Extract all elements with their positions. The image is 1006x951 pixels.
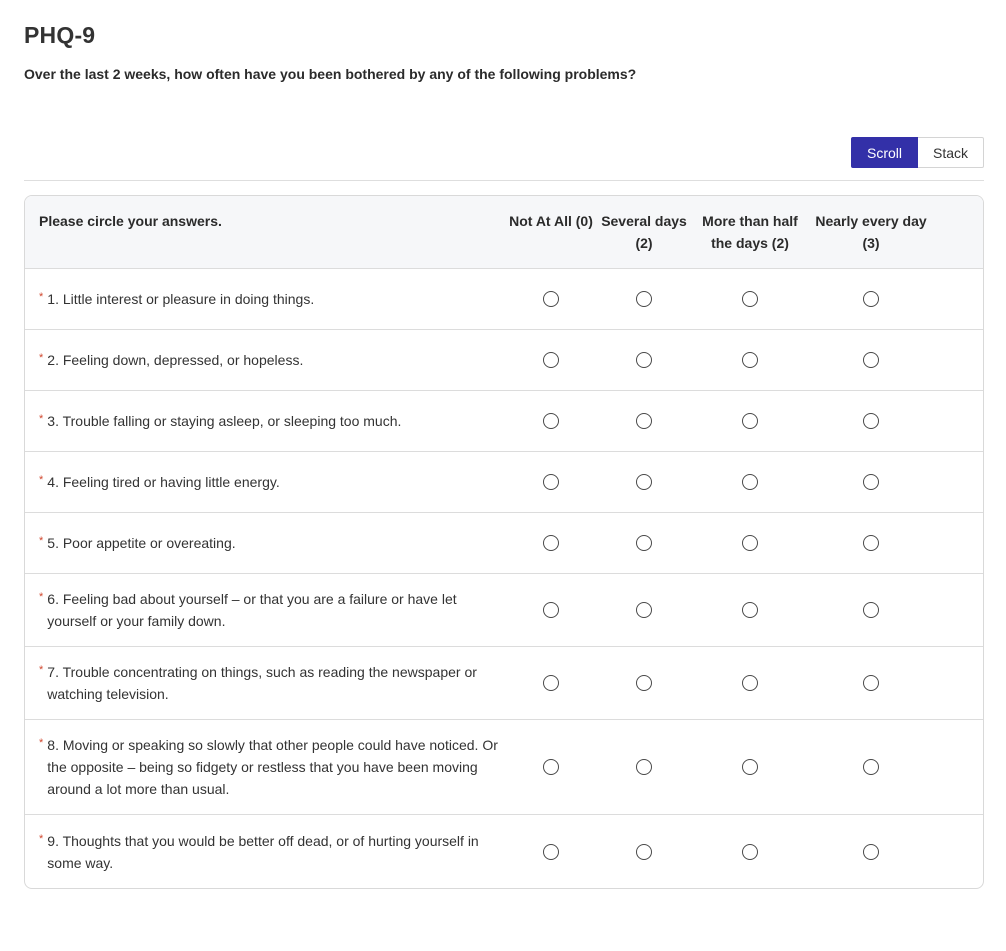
answer-radio[interactable] bbox=[636, 844, 652, 860]
question-rows bbox=[25, 269, 983, 888]
answer-cell bbox=[691, 574, 809, 646]
scroll-view-button[interactable]: Scroll bbox=[851, 137, 918, 168]
column-header: Not At All (0) bbox=[509, 213, 593, 229]
stack-view-button[interactable]: Stack bbox=[918, 137, 984, 168]
answer-radio[interactable] bbox=[863, 413, 879, 429]
answer-cell bbox=[597, 330, 691, 390]
required-marker: * bbox=[39, 352, 44, 364]
answer-radio[interactable] bbox=[863, 352, 879, 368]
question-row bbox=[25, 647, 983, 720]
answer-cell bbox=[691, 720, 809, 814]
answer-radio[interactable] bbox=[636, 535, 652, 551]
question-cell bbox=[25, 391, 505, 451]
question-cell bbox=[25, 330, 505, 390]
question-row bbox=[25, 452, 983, 513]
answer-radio[interactable] bbox=[742, 474, 758, 490]
answer-radio[interactable] bbox=[543, 844, 559, 860]
answer-radio[interactable] bbox=[863, 602, 879, 618]
question-row bbox=[25, 815, 983, 888]
answer-radio[interactable] bbox=[636, 474, 652, 490]
question-text: 9. Thoughts that you would be better off dead, or of hurting yourself in some way. bbox=[47, 832, 479, 871]
question-row bbox=[25, 574, 983, 647]
answer-radio[interactable] bbox=[742, 602, 758, 618]
question-cell bbox=[25, 513, 505, 573]
answer-radio[interactable] bbox=[742, 535, 758, 551]
answer-radio[interactable] bbox=[863, 844, 879, 860]
question-label bbox=[39, 661, 501, 705]
answer-cell bbox=[809, 815, 933, 888]
required-marker: * bbox=[39, 535, 44, 547]
question-text: 1. Little interest or pleasure in doing things. bbox=[47, 291, 315, 307]
required-marker: * bbox=[39, 474, 44, 486]
required-marker: * bbox=[39, 413, 44, 425]
answer-radio[interactable] bbox=[636, 759, 652, 775]
answer-radio[interactable] bbox=[742, 413, 758, 429]
question-text: 7. Trouble concentrating on things, such as reading the newspaper or watching television. bbox=[47, 664, 477, 702]
question-cell bbox=[25, 815, 505, 888]
answer-cell bbox=[597, 720, 691, 814]
answer-radio[interactable] bbox=[742, 675, 758, 691]
answer-cell bbox=[809, 647, 933, 719]
column-header: Several days (2) bbox=[601, 213, 687, 251]
required-marker: * bbox=[39, 664, 44, 676]
answer-radio[interactable] bbox=[543, 535, 559, 551]
column-header: Nearly every day (3) bbox=[815, 213, 927, 251]
answer-cell bbox=[809, 391, 933, 451]
answer-cell bbox=[809, 720, 933, 814]
question-label bbox=[39, 288, 314, 310]
answer-radio[interactable] bbox=[636, 413, 652, 429]
answer-cell bbox=[691, 391, 809, 451]
answer-cell bbox=[809, 513, 933, 573]
question-label bbox=[39, 410, 401, 432]
answer-radio[interactable] bbox=[863, 759, 879, 775]
answer-cell bbox=[809, 330, 933, 390]
required-marker: * bbox=[39, 832, 44, 845]
answer-cell bbox=[505, 513, 597, 573]
question-row bbox=[25, 391, 983, 452]
answer-cell bbox=[597, 391, 691, 451]
answer-cell bbox=[597, 452, 691, 512]
question-label bbox=[39, 830, 501, 874]
question-row bbox=[25, 513, 983, 574]
answer-cell bbox=[691, 330, 809, 390]
answer-radio[interactable] bbox=[543, 291, 559, 307]
required-marker: * bbox=[39, 291, 44, 303]
instruction-label: Please circle your answers. bbox=[39, 213, 222, 229]
answer-radio[interactable] bbox=[742, 844, 758, 860]
question-row bbox=[25, 269, 983, 330]
question-text: 2. Feeling down, depressed, or hopeless. bbox=[47, 352, 304, 368]
question-label bbox=[39, 471, 280, 493]
answer-cell bbox=[597, 647, 691, 719]
answer-cell bbox=[691, 513, 809, 573]
question-row bbox=[25, 720, 983, 815]
answer-radio[interactable] bbox=[742, 759, 758, 775]
answer-radio[interactable] bbox=[863, 291, 879, 307]
answer-radio[interactable] bbox=[742, 352, 758, 368]
answer-radio[interactable] bbox=[543, 474, 559, 490]
divider bbox=[24, 180, 984, 181]
question-cell bbox=[25, 269, 505, 329]
question-cell bbox=[25, 574, 505, 646]
column-header: More than half the days (2) bbox=[702, 213, 798, 251]
question-text: 8. Moving or speaking so slowly that other people could have noticed. Or the opposite – being so fidgety or restless that you have been moving around a lot more than usual. bbox=[47, 737, 498, 797]
question-label bbox=[39, 532, 236, 554]
view-toggle bbox=[851, 137, 984, 168]
question-label bbox=[39, 734, 501, 800]
question-text: 4. Feeling tired or having little energy. bbox=[47, 474, 280, 490]
answer-radio[interactable] bbox=[543, 352, 559, 368]
answer-cell bbox=[597, 513, 691, 573]
answer-cell bbox=[691, 647, 809, 719]
answer-cell bbox=[505, 452, 597, 512]
answer-cell bbox=[809, 574, 933, 646]
question-text: 6. Feeling bad about yourself – or that you are a failure or have let yourself or your family down. bbox=[47, 591, 457, 629]
answer-cell bbox=[505, 647, 597, 719]
answer-radio[interactable] bbox=[636, 291, 652, 307]
question-cell bbox=[25, 720, 505, 814]
question-label bbox=[39, 349, 303, 371]
answer-cell bbox=[691, 452, 809, 512]
answer-radio[interactable] bbox=[543, 602, 559, 618]
answer-cell bbox=[505, 391, 597, 451]
answer-cell bbox=[597, 574, 691, 646]
table-header bbox=[25, 196, 983, 269]
question-cell bbox=[25, 647, 505, 719]
answer-radio[interactable] bbox=[742, 291, 758, 307]
answer-cell bbox=[505, 815, 597, 888]
required-marker: * bbox=[39, 737, 44, 749]
answer-radio[interactable] bbox=[863, 675, 879, 691]
answer-radio[interactable] bbox=[543, 759, 559, 775]
answer-cell bbox=[597, 815, 691, 888]
answer-cell bbox=[505, 720, 597, 814]
survey-table bbox=[24, 195, 984, 889]
question-text: 3. Trouble falling or staying asleep, or sleeping too much. bbox=[47, 413, 402, 429]
answer-cell bbox=[505, 330, 597, 390]
answer-cell bbox=[691, 815, 809, 888]
question-cell bbox=[25, 452, 505, 512]
page-title: PHQ-9 bbox=[24, 22, 96, 48]
answer-radio[interactable] bbox=[863, 474, 879, 490]
answer-cell bbox=[691, 269, 809, 329]
answer-radio[interactable] bbox=[543, 413, 559, 429]
question-label bbox=[39, 588, 501, 632]
answer-radio[interactable] bbox=[636, 602, 652, 618]
answer-cell bbox=[809, 269, 933, 329]
answer-radio[interactable] bbox=[636, 675, 652, 691]
page-subtitle: Over the last 2 weeks, how often have you been bothered by any of the following problems? bbox=[24, 66, 637, 82]
answer-radio[interactable] bbox=[863, 535, 879, 551]
answer-cell bbox=[597, 269, 691, 329]
question-row bbox=[25, 330, 983, 391]
answer-cell bbox=[809, 452, 933, 512]
answer-radio[interactable] bbox=[636, 352, 652, 368]
required-marker: * bbox=[39, 591, 44, 603]
answer-radio[interactable] bbox=[543, 675, 559, 691]
answer-cell bbox=[505, 574, 597, 646]
answer-cell bbox=[505, 269, 597, 329]
question-text: 5. Poor appetite or overeating. bbox=[47, 535, 236, 551]
